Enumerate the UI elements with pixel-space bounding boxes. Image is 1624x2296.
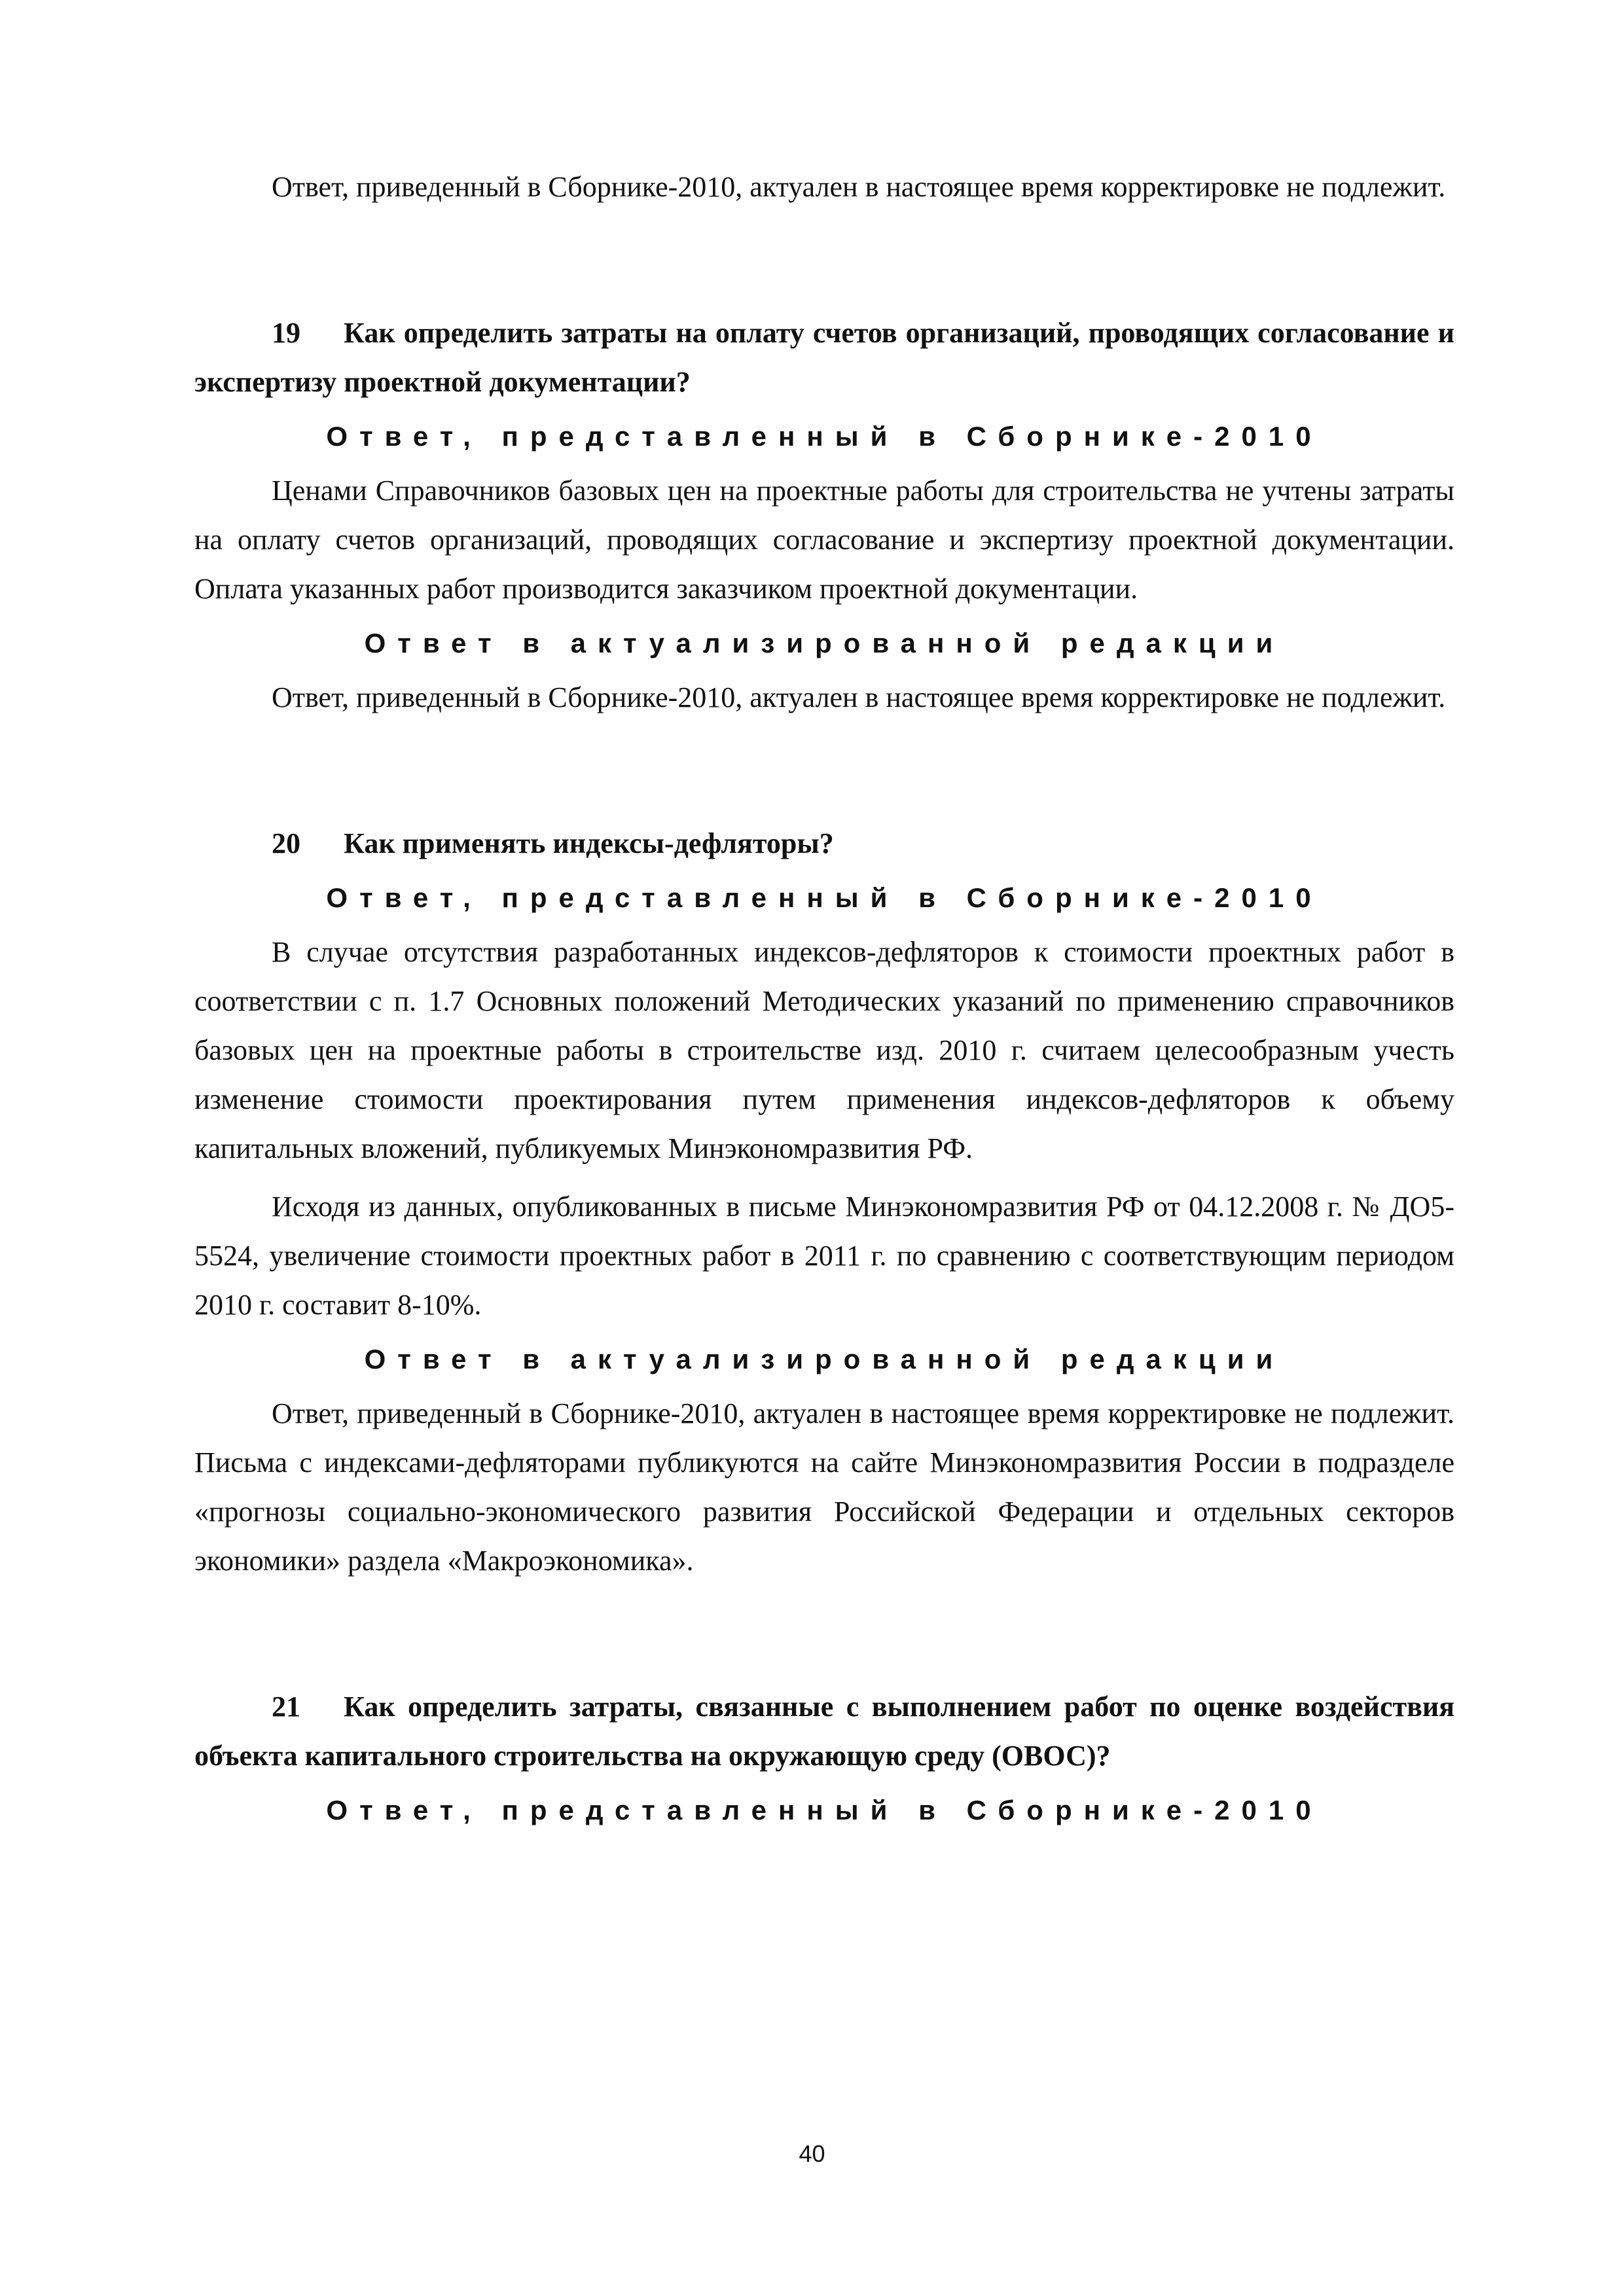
question-number: 21 bbox=[272, 1691, 300, 1723]
question-20 bbox=[194, 819, 1454, 868]
heading-original-answer: Ответ, представленный в Сборнике-2010 bbox=[326, 1795, 1323, 1825]
question-19 bbox=[194, 308, 1454, 406]
question-21 bbox=[194, 1682, 1454, 1780]
answer-paragraph: В случае отсутствия разработанных индексов-дефляторов к стоимости проектных работ в соответствии с п. 1.7 Основных положений Методических указаний по применению справочников базовых цен на проектные работы в строительстве изд. 2010 г. считаем целесообразным учесть изменение стоимости проектирования путем применения индексов-дефляторов к объему капитальных вложений, публикуемых Минэкономразвития РФ. bbox=[194, 936, 1454, 1164]
heading-updated-answer: Ответ в актуализированной редакции bbox=[364, 628, 1285, 658]
page-number: 40 bbox=[799, 2140, 825, 2167]
answer-paragraph: Ответ, приведенный в Сборнике-2010, актуален в настоящее время корректировке не подлежит. bbox=[272, 681, 1446, 713]
heading-updated-answer: Ответ в актуализированной редакции bbox=[364, 1344, 1285, 1374]
question-number: 20 bbox=[272, 827, 300, 859]
page-content bbox=[194, 162, 1454, 1840]
question-text: Как применять индексы-дефляторы? bbox=[344, 827, 834, 859]
continuation-paragraph: Ответ, приведенный в Сборнике-2010, актуален в настоящее время корректировке не подлежит. bbox=[272, 171, 1446, 203]
answer-paragraph: Исходя из данных, опубликованных в письме Минэкономразвития РФ от 04.12.2008 г. № ДО5-5524, увеличение стоимости проектных работ в 2011 г. по сравнению с соответствующим периодом 2010 г. составит 8-10%. bbox=[194, 1191, 1454, 1321]
answer-paragraph: Ценами Справочников базовых цен на проектные работы для строительства не учтены затраты на оплату счетов организаций, проводящих согласование и экспертизу проектной документации. Оплата указанных работ производится заказчиком проектной документации. bbox=[194, 475, 1454, 605]
question-text: Как определить затраты на оплату счетов организаций, проводящих согласование и экспертизу проектной документации? bbox=[194, 317, 1454, 398]
question-number: 19 bbox=[272, 317, 300, 349]
heading-original-answer: Ответ, представленный в Сборнике-2010 bbox=[326, 882, 1323, 913]
question-text: Как определить затраты, связанные с выполнением работ по оценке воздействия объекта капитального строительства на окружающую среду (ОВОС)? bbox=[194, 1691, 1454, 1772]
answer-paragraph: Ответ, приведенный в Сборнике-2010, актуален в настоящее время корректировке не подлежит. Письма с индексами-дефляторами публикуются на сайте Минэкономразвития России в подразделе «прогнозы социально-экономического развития Российской Федерации и отдельных секторов экономики» раздела «Макроэкономика». bbox=[194, 1397, 1454, 1577]
heading-original-answer: Ответ, представленный в Сборнике-2010 bbox=[326, 421, 1323, 452]
